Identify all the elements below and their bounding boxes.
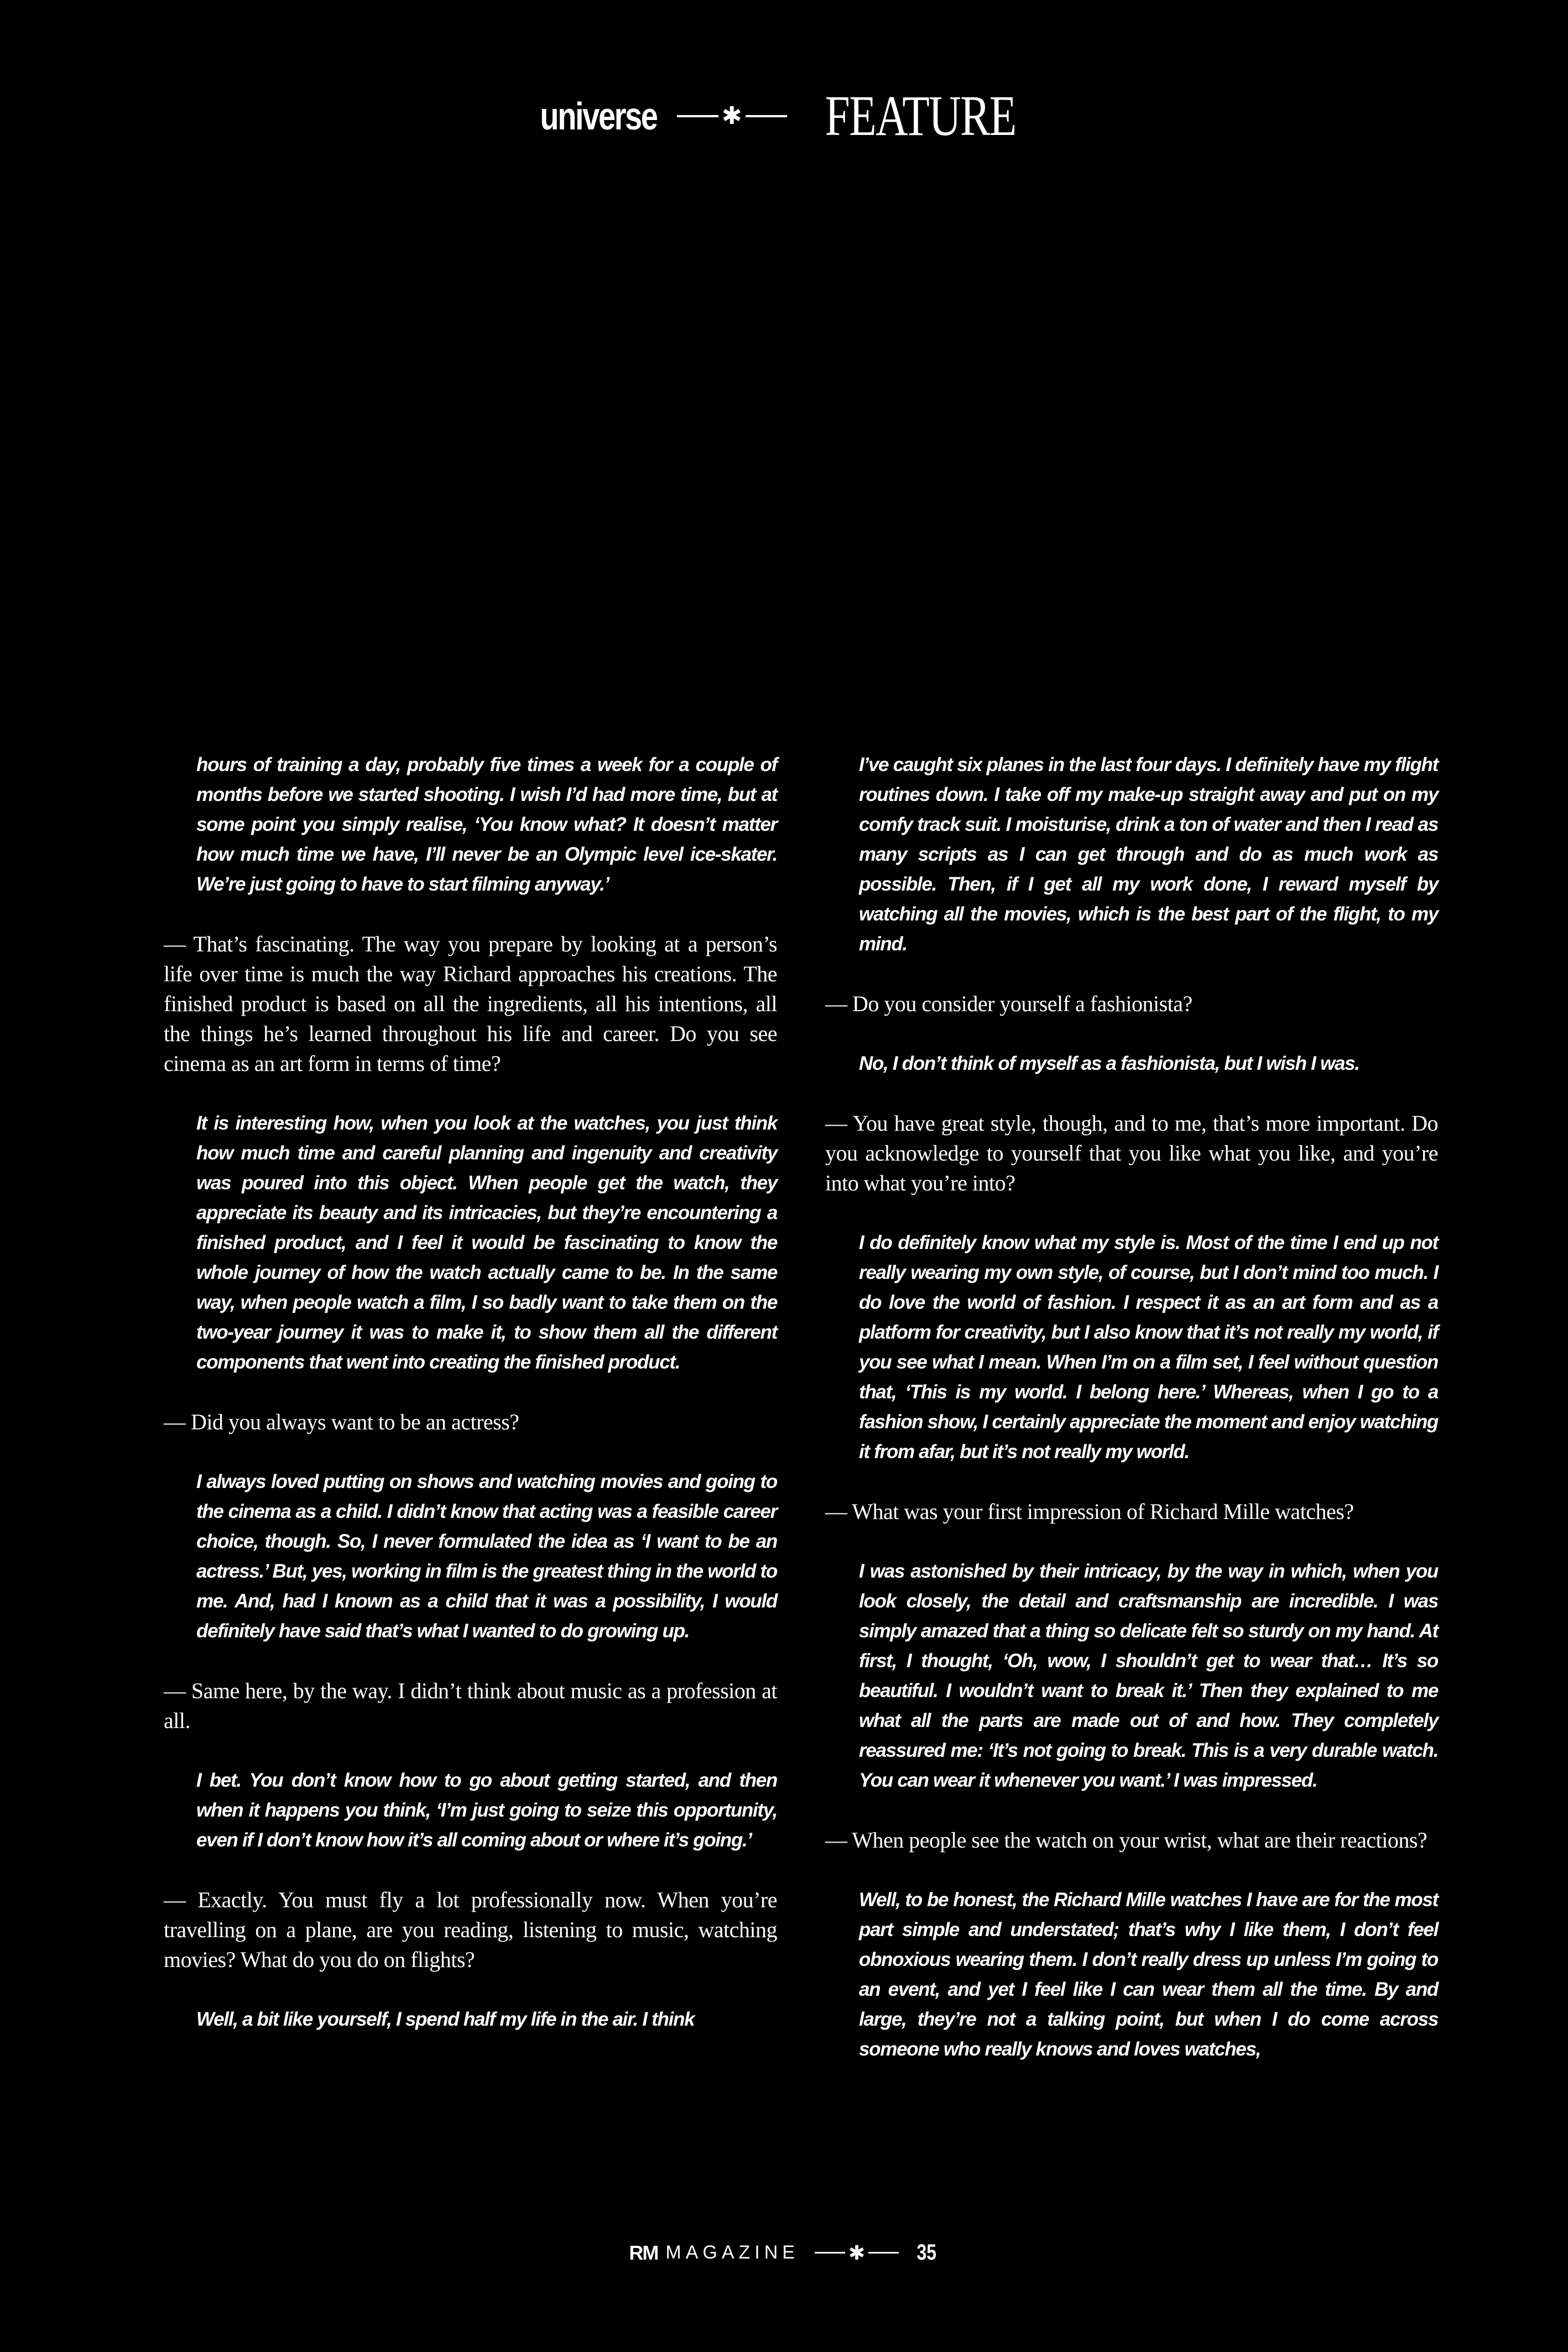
interview-question: — You have great style, though, and to me, that’s more important. Do you acknowledge to yourself that you like what you like, and you’re into what you’re into?: [825, 1111, 1438, 1195]
publication-name: MAGAZINE: [665, 2242, 799, 2263]
interview-answer: I always loved putting on shows and watching movies and going to the cinema as a child. I didn’t know that acting was a feasible career choice, though. So, I never formulated the idea as ‘I want to be an actress.’ But, yes, working in film is the greatest thing in the world to me. And, had I known as a child that it was a possibility, I would definitely have said that’s what I wanted to do growing up.: [196, 1471, 777, 1642]
interview-question: — When people see the watch on your wrist, what are their reactions?: [825, 1828, 1428, 1853]
interview-question: — What was your first impression of Richard Mille watches?: [825, 1499, 1354, 1524]
star-icon: ✱: [848, 2241, 866, 2264]
interview-answer: I was astonished by their intricacy, by the way in which, when you look closely, the detail and craftsmanship are incredible. I was simply amazed that a thing so delicate felt so sturdy on my hand. At first, I thought, ‘Oh, wow, I shouldn’t get to wear that… It’s so beautiful. I wouldn’t want to break it.’ Then they explained to me what all the parts are made out of and how. They completely reassured me: ‘It’s not going to break. This is a very durable watch. You can wear it whenever you want.’ I was impressed.: [859, 1560, 1438, 1791]
interview-answer: Well, to be honest, the Richard Mille watches I have are for the most part simple and understated; that’s why I like them, I don’t feel obnoxious wearing them. I don’t really dress up unless I’m going to an event, and yet I feel like I can wear them all the time. By and large, they’re not a talking point, but when I do come across someone who really knows and loves watches,: [859, 1889, 1438, 2060]
interview-question: — Same here, by the way. I didn’t think about music as a profession at all.: [164, 1678, 777, 1733]
interview-answer: I do definitely know what my style is. Most of the time I end up not really wearing my own style, of course, but I don’t mind too much. I do love the world of fashion. I respect it as an art form and as a platform for creativity, but I also know that it’s not really my world, if you see what I mean. When I’m on a film set, I feel without question that, ‘This is my world. I belong here.’ Whereas, when I go to a fashion show, I certainly appreciate the moment and enjoy watching it from afar, but it’s not really my world.: [859, 1232, 1438, 1463]
divider-line: [868, 2252, 899, 2254]
interview-question: — Did you always want to be an actress?: [164, 1409, 519, 1434]
page-header: [0, 83, 1568, 149]
left-column: [164, 750, 777, 2064]
interview-question: — Do you consider yourself a fashionista?: [825, 991, 1192, 1016]
interview-answer: hours of training a day, probably five times a week for a couple of months before we started shooting. I wish I’d had more time, but at some point you simply realise, ‘You know what? It doesn’t matter how much time we have, I’ll never be an Olympic level ice-skater. We’re just going to have to start filming anyway.’: [196, 754, 777, 895]
header-divider: [677, 104, 787, 128]
page-footer: [0, 2240, 1568, 2265]
footer-divider: [815, 2243, 899, 2263]
brand-logo: RM: [629, 2241, 658, 2264]
star-icon: ✱: [721, 102, 742, 129]
divider-line: [815, 2252, 845, 2254]
interview-question: — Exactly. You must fly a lot professionally now. When you’re travelling on a plane, are you reading, listening to music, watching movies? What do you do on flights?: [164, 1887, 777, 1972]
feature-title: FEATURE: [825, 84, 1016, 148]
interview-answer: No, I don’t think of myself as a fashionista, but I wish I was.: [859, 1053, 1359, 1074]
divider-line: [746, 115, 787, 117]
interview-answer: Well, a bit like yourself, I spend half my life in the air. I think: [196, 2008, 695, 2030]
interview-answer: I’ve caught six planes in the last four days. I definitely have my flight routines down. I take off my make-up straight away and put on my comfy track suit. I moisturise, drink a ton of water and then I read as many scripts as I can get through and do as much work as possible. Then, if I get all my work done, I reward myself by watching all the movies, which is the best part of the flight, to my mind.: [859, 754, 1438, 955]
interview-answer: I bet. You don’t know how to go about getting started, and then when it happens you think, ‘I’m just going to seize this opportunity, even if I don’t know how it’s all coming about or where it’s going.’: [196, 1770, 777, 1851]
divider-line: [677, 115, 718, 117]
page-number: 35: [916, 2240, 937, 2265]
right-column: [825, 750, 1438, 2094]
interview-question: — That’s fascinating. The way you prepare by looking at a person’s life over time is much the way Richard approaches his creations. The finished product is based on all the ingredients, all his intentions, all the things he’s learned throughout his life and career. Do you see cinema as an art form in terms of time?: [164, 932, 777, 1076]
interview-answer: It is interesting how, when you look at the watches, you just think how much time and careful planning and ingenuity and creativity was poured into this object. When people get the watch, they appreciate its beauty and its intricacies, but they’re encountering a finished product, and I feel it would be fascinating to know the whole journey of how the watch actually came to be. In the same way, when people watch a film, I so badly want to take them on the two-year journey it was to make it, to show them all the different components that went into creating the finished product.: [196, 1112, 777, 1373]
section-label: universe: [540, 94, 657, 138]
